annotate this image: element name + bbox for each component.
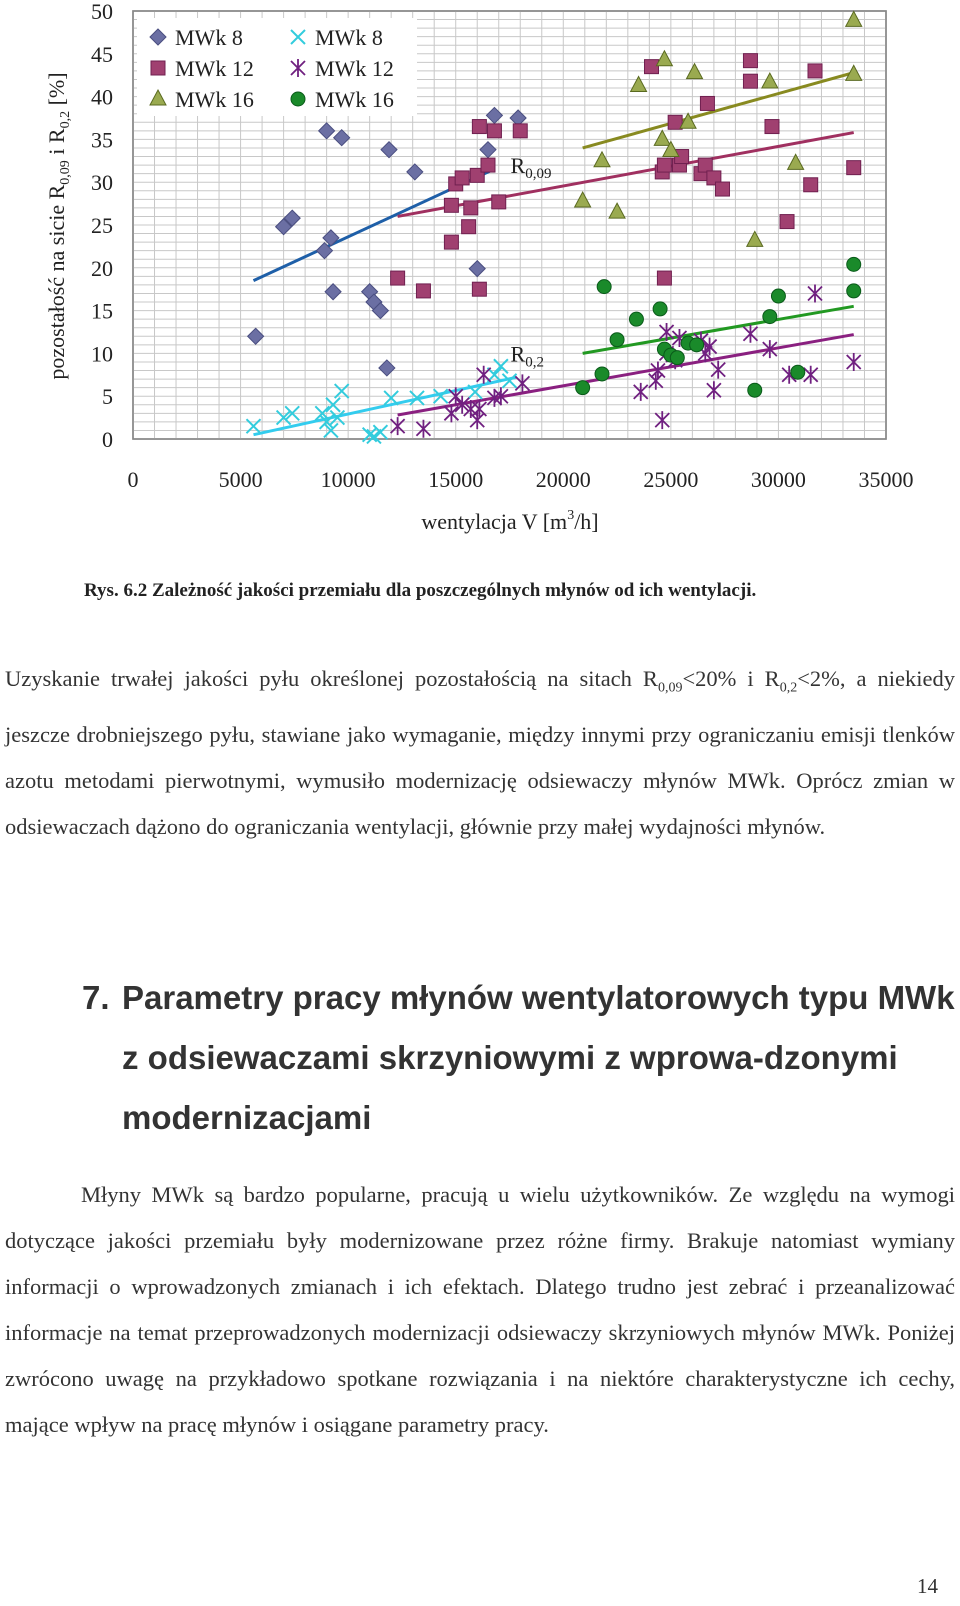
paragraph-1: [5, 656, 955, 850]
x-tick-label: 20000: [535, 467, 591, 492]
data-point: [657, 158, 671, 172]
data-point: [644, 60, 658, 74]
data-point: [670, 351, 684, 365]
data-point: [698, 158, 712, 172]
y-tick-label: 30: [91, 170, 113, 196]
data-point: [597, 280, 611, 294]
legend: [137, 18, 417, 116]
y-tick-label: 50: [91, 0, 113, 24]
figure-chart: [0, 0, 960, 560]
data-point: [700, 96, 714, 110]
data-point: [668, 115, 682, 129]
data-point: [513, 124, 527, 138]
x-tick-label: 25000: [643, 467, 699, 492]
data-point: [653, 302, 667, 316]
data-point: [576, 381, 590, 395]
data-point: [690, 338, 704, 352]
legend-label: MWk 16: [175, 87, 254, 112]
x-tick-label: 35000: [858, 467, 914, 492]
data-point: [444, 198, 458, 212]
figure-caption: Rys. 6.2 Zależność jakości przemiału dla poszczególnych młynów od ich wentylacji.: [84, 580, 757, 601]
para1-sub-2: 0,2: [779, 680, 798, 696]
annotation-label: $R_{0,2}$: [510, 341, 544, 371]
y-tick-label: 35: [91, 127, 113, 153]
y-tick-label: 45: [91, 41, 113, 67]
data-point: [455, 171, 469, 185]
x-tick-label: 30000: [750, 467, 806, 492]
paragraph-2: [5, 1172, 955, 1448]
scatter-chart: [0, 0, 960, 560]
annotation-label: $R_{0,09}$: [510, 153, 552, 183]
data-point: [464, 201, 478, 215]
data-point: [610, 333, 624, 347]
y-tick-label: 15: [91, 298, 113, 324]
y-tick-label: 25: [91, 213, 113, 238]
y-tick-label: 5: [102, 384, 113, 410]
data-point: [629, 312, 643, 326]
x-tick-label: 5000: [218, 467, 263, 492]
legend-label: MWk 8: [175, 25, 243, 50]
y-tick-label: 40: [91, 84, 113, 110]
para2-text: Młyny MWk są bardzo popularne, pracują u wielu użytkowników. Ze względu na wymogi dotyczące jakości przemiału były modernizowane przez różne firmy. Brakuje natomiast wymiany informacji o wprowadzonych zmianach i ich efektach. Dlatego trudno jest zebrać i przeanalizować informacje na temat przeprowadzonych modernizacji odsiewaczy skrzyniowych młynów MWk. Poniżej zwrócono uwagę na przykładowo spotkane rozwiązania i na niektóre charakterystyczne ich cechy, mające wpływ na pracę młynów i osiągane parametry pracy.: [5, 1182, 955, 1437]
legend-label: MWk 12: [175, 56, 254, 81]
y-tick-label: 10: [91, 341, 113, 367]
data-point: [391, 271, 405, 285]
data-point: [472, 282, 486, 296]
data-point: [765, 120, 779, 134]
x-tick-label: 15000: [428, 467, 484, 492]
section-title: Parametry pracy młynów wentylatorowych typu MWk z odsiewaczami skrzyniowymi z wprowa-dzonymi modernizacjami: [122, 979, 955, 1136]
y-tick-label: 20: [91, 255, 113, 281]
data-point: [771, 289, 785, 303]
para1-text-a: Uzyskanie trwałej jakości pyłu określonej pozostałością na sitach R: [5, 666, 658, 691]
data-point: [472, 120, 486, 134]
legend-marker: [151, 61, 165, 75]
legend-label: MWk 8: [315, 25, 383, 50]
data-point: [743, 74, 757, 88]
data-point: [595, 367, 609, 381]
data-point: [748, 383, 762, 397]
data-point: [657, 271, 671, 285]
data-point: [444, 235, 458, 249]
data-point: [743, 54, 757, 68]
para1-sub-1: 0,09: [657, 680, 683, 696]
data-point: [847, 257, 861, 271]
x-axis-title: wentylacja V $[m^3/h]$: [421, 508, 599, 534]
data-point: [462, 220, 476, 234]
para1-text-b: <20% i R: [682, 666, 780, 691]
legend-label: MWk 12: [315, 56, 394, 81]
section-number: 7.: [82, 979, 110, 1016]
x-tick-label: 0: [127, 467, 139, 492]
data-point: [808, 64, 822, 78]
data-point: [791, 365, 805, 379]
data-point: [492, 195, 506, 209]
data-point: [804, 178, 818, 192]
legend-label: MWk 16: [315, 87, 394, 112]
para1-text-c: <2%, a niekiedy jeszcze drobniejszego pyłu, stawiane jako wymaganie, między innymi przy ograniczaniu emisji tlenków azotu metodami pierwotnymi, wymusiło modernizację odsiewaczy młynów MWk. Oprócz zmian w odsiewaczach dążono do ograniczania wentylacji, głównie przy małej wydajności młynów.: [5, 666, 955, 839]
legend-marker: [291, 92, 305, 106]
data-point: [847, 161, 861, 175]
data-point: [481, 158, 495, 172]
y-axis-title: pozostałość na sicie $R_{0,09}$ i $R_{0,2}$ [%]: [44, 72, 73, 380]
data-point: [780, 215, 794, 229]
data-point: [847, 284, 861, 298]
data-point: [715, 182, 729, 196]
x-tick-label: 10000: [320, 467, 376, 492]
page-number: 14: [917, 1574, 938, 1598]
data-point: [416, 284, 430, 298]
data-point: [763, 310, 777, 324]
data-point: [487, 124, 501, 138]
y-tick-label: 0: [102, 427, 113, 452]
